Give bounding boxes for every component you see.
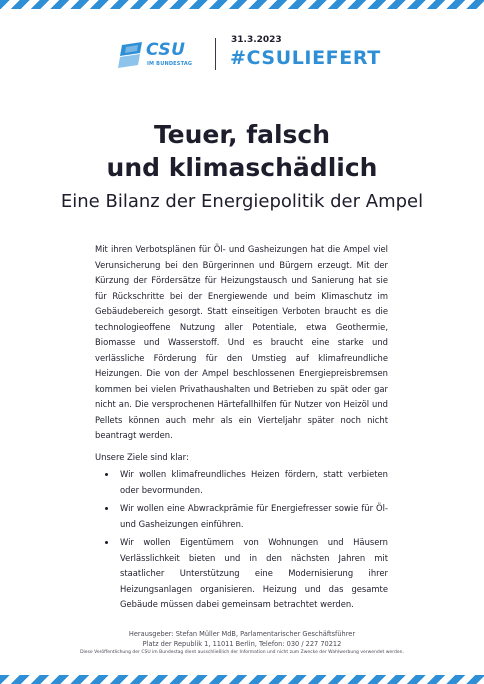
page-subtitle: Eine Bilanz der Energiepolitik der Ampel — [60, 191, 424, 212]
intro-paragraph: Mit ihren Verbotsplänen für Öl- und Gasheizungen hat die Ampel viel Verunsicherung bei den Bürgerinnen und Bürgern erzeugt. Mit der Kürzung der Fördersätze für Heizungstausch und Sanierung hat sie für Rückschritte bei der Energiewende und beim Klimaschutz im Gebäudebereich gesorgt. Statt einseitigen Verboten braucht es die technologieoffene Nutzung aller Potentiale, etwa Geothermie, Biomasse und Wasserstoff. Und es braucht eine starke und verlässliche Förderung für den Umstieg auf klimafreundliche Heizungen. Die von der Ampel beschlossenen Energiepreisbremsen kommen bei vielen Privathaushalten und Betrieben zu spät oder gar nicht an. Die versprochenen Härtefallhilfen für Nutzer von Heizöl und Pellets können auch mehr als ein Vierteljahr später noch nicht beantragt werden. — [95, 244, 388, 440]
body-text — [95, 242, 388, 616]
footer-disclaimer: Diese Veröffentlichung der CSU im Bundestag dient ausschließlich der Information und nicht zum Zwecke der Wahlwerbung verwendet werden. — [80, 650, 404, 655]
publish-date: 31.3.2023 — [231, 35, 282, 45]
campaign-hashtag: #CSULIEFERT — [230, 47, 381, 69]
top-stripe-border — [0, 0, 484, 9]
goal-item-2: • Wir wollen eine Abwrackprämie für Energiefresser sowie für Öl- und Gasheizungen einführen. — [117, 501, 388, 532]
goals-heading: Unsere Ziele sind klar: — [95, 451, 189, 462]
logo-wordmark: CSU — [146, 40, 186, 60]
title-line-1: Teuer, falsch — [153, 120, 331, 149]
header-divider — [215, 38, 216, 70]
title-line-2: und klimaschädlich — [106, 153, 378, 182]
goals-list — [95, 467, 388, 613]
csu-logo — [118, 40, 208, 74]
footer-address: Platz der Republik 1, 11011 Berlin, Telefon: 030 / 227 70212 — [142, 640, 342, 648]
footer-imprint — [0, 629, 484, 657]
page-title — [0, 118, 484, 184]
goal-item-3: • Wir wollen Eigentümern von Wohnungen und Häusern Verlässlichkeit bieten und in den nächsten Jahren mit staatlicher Unterstützung eine Modernisierung ihrer Heizungsanlagen organisieren. Heizung und das gesamte Gebäude müssen dabei gemeinsam betrachtet werden. — [117, 535, 388, 613]
csu-flag-icon — [118, 42, 144, 72]
goal-item-1: • Wir wollen klimafreundliches Heizen fördern, statt verbieten oder bevormunden. — [117, 467, 388, 498]
footer-publisher: Herausgeber: Stefan Müller MdB, Parlamentarischer Geschäftsführer — [128, 630, 356, 638]
logo-subtitle: IM BUNDESTAG — [147, 61, 193, 67]
bottom-stripe-border — [0, 675, 484, 684]
